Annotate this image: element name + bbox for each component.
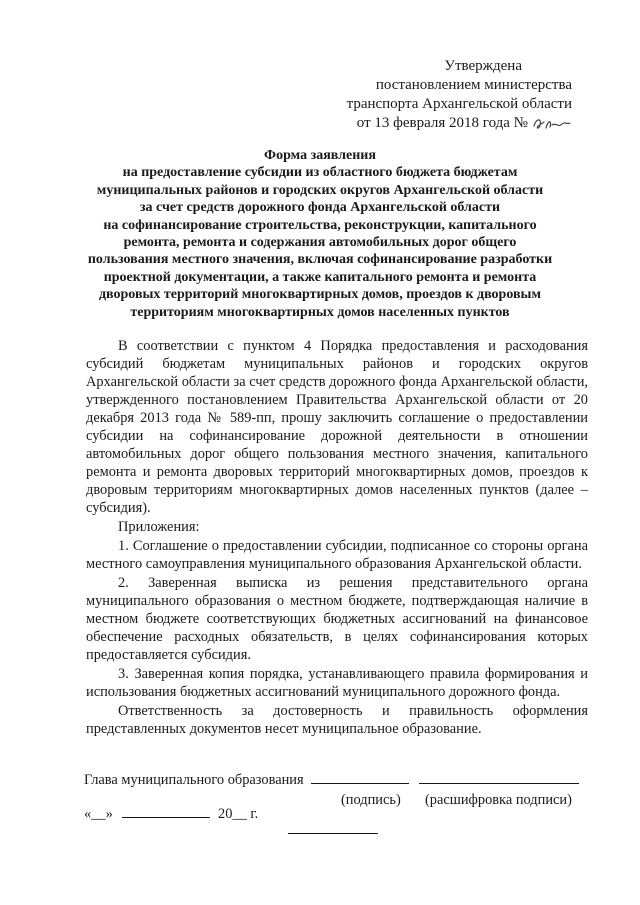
title-line-3: муниципальных районов и городских округов Архангельской области (96, 182, 544, 198)
handwritten-number-mark (532, 116, 572, 132)
approval-line-1: Утверждена (444, 58, 522, 74)
body-text (86, 337, 588, 739)
signature-decode-blank (419, 770, 579, 784)
signature-label: Глава муниципального образования (84, 772, 304, 788)
approval-line-3: транспорта Архангельской области (346, 96, 572, 112)
paragraph-responsibility: Ответственность за достоверность и правильность оформления представленных документов несет муниципальное образование. (86, 703, 588, 737)
signature-caption: (подпись) (341, 792, 401, 808)
paragraph-attachment-3: 3. Заверенная копия порядка, устанавливающего правила формирования и использования бюджетных ассигнований муниципального дорожного фонда. (86, 666, 588, 700)
approval-line-2: постановлением министерства (375, 77, 572, 93)
paragraph-attachment-2: 2. Заверенная выписка из решения представительного органа муниципального образования о местном бюджете, подтверждающая наличие в местном бюджете соответствующих бюджетных ассигнований на финансовое обеспечение расходных обязательств, в целях софинансирования которых предоставляется субсидия. (86, 575, 588, 663)
title-line-5: на софинансирование строительства, реконструкции, капитального (103, 217, 537, 233)
title-line-7: пользования местного значения, включая софинансирование разработки (87, 252, 553, 268)
form-title (85, 147, 555, 321)
paragraph-attachments-heading: Приложения: (118, 519, 200, 535)
title-line-4: за счет средств дорожного фонда Архангельской области (139, 200, 501, 216)
title-line-8: проектной документации, а также капитального ремонта и ремонта (103, 269, 537, 285)
paragraph-request: В соответствии с пунктом 4 Порядка предоставления и расходования субсидий бюджетам муниципальных районов и городских округов Архангельской области за счет средств дорожного фонда Архангельской области, утвержденного постановлением Правительства Архангельской области от 20 декабря 2013 года № 589-пп, прошу заключить соглашение о предоставлении субсидии на софинансирование дорожной деятельности в отношении автомобильных дорог общего пользования местного значения, капитального ремонта и ремонта дворовых территорий многоквартирных домов, проездов к дворовым территориям многоквартирных домов населенных пунктов (далее – субсидия). (86, 338, 588, 516)
title-line-6: ремонта, ремонта и содержания автомобильных дорог общего (123, 235, 517, 251)
date-row (84, 804, 258, 823)
title-line-2: на предоставление субсидии из областного бюджета бюджетам (122, 165, 518, 181)
approval-date-text: от 13 февраля 2018 года № (356, 115, 528, 131)
title-line-10: территориям многоквартирных домов населенных пунктов (130, 304, 510, 320)
footer-divider (288, 833, 378, 834)
signature-blank (311, 770, 409, 784)
signature-row (84, 770, 594, 789)
signature-decode-caption: (расшифровка подписи) (425, 792, 572, 808)
date-day: «__» (84, 806, 113, 822)
approval-line-4 (347, 114, 572, 133)
title-line-1: Форма заявления (264, 148, 376, 163)
date-month-blank (122, 804, 210, 818)
paragraph-attachment-1: 1. Соглашение о предоставлении субсидии, подписанное со стороны органа местного самоуправления муниципального образования Архангельской области. (86, 538, 588, 572)
title-line-9: дворовых территорий многоквартирных домов, проездов к дворовым (98, 287, 542, 303)
approval-block (347, 57, 572, 133)
date-year: 20__ г. (218, 806, 259, 822)
